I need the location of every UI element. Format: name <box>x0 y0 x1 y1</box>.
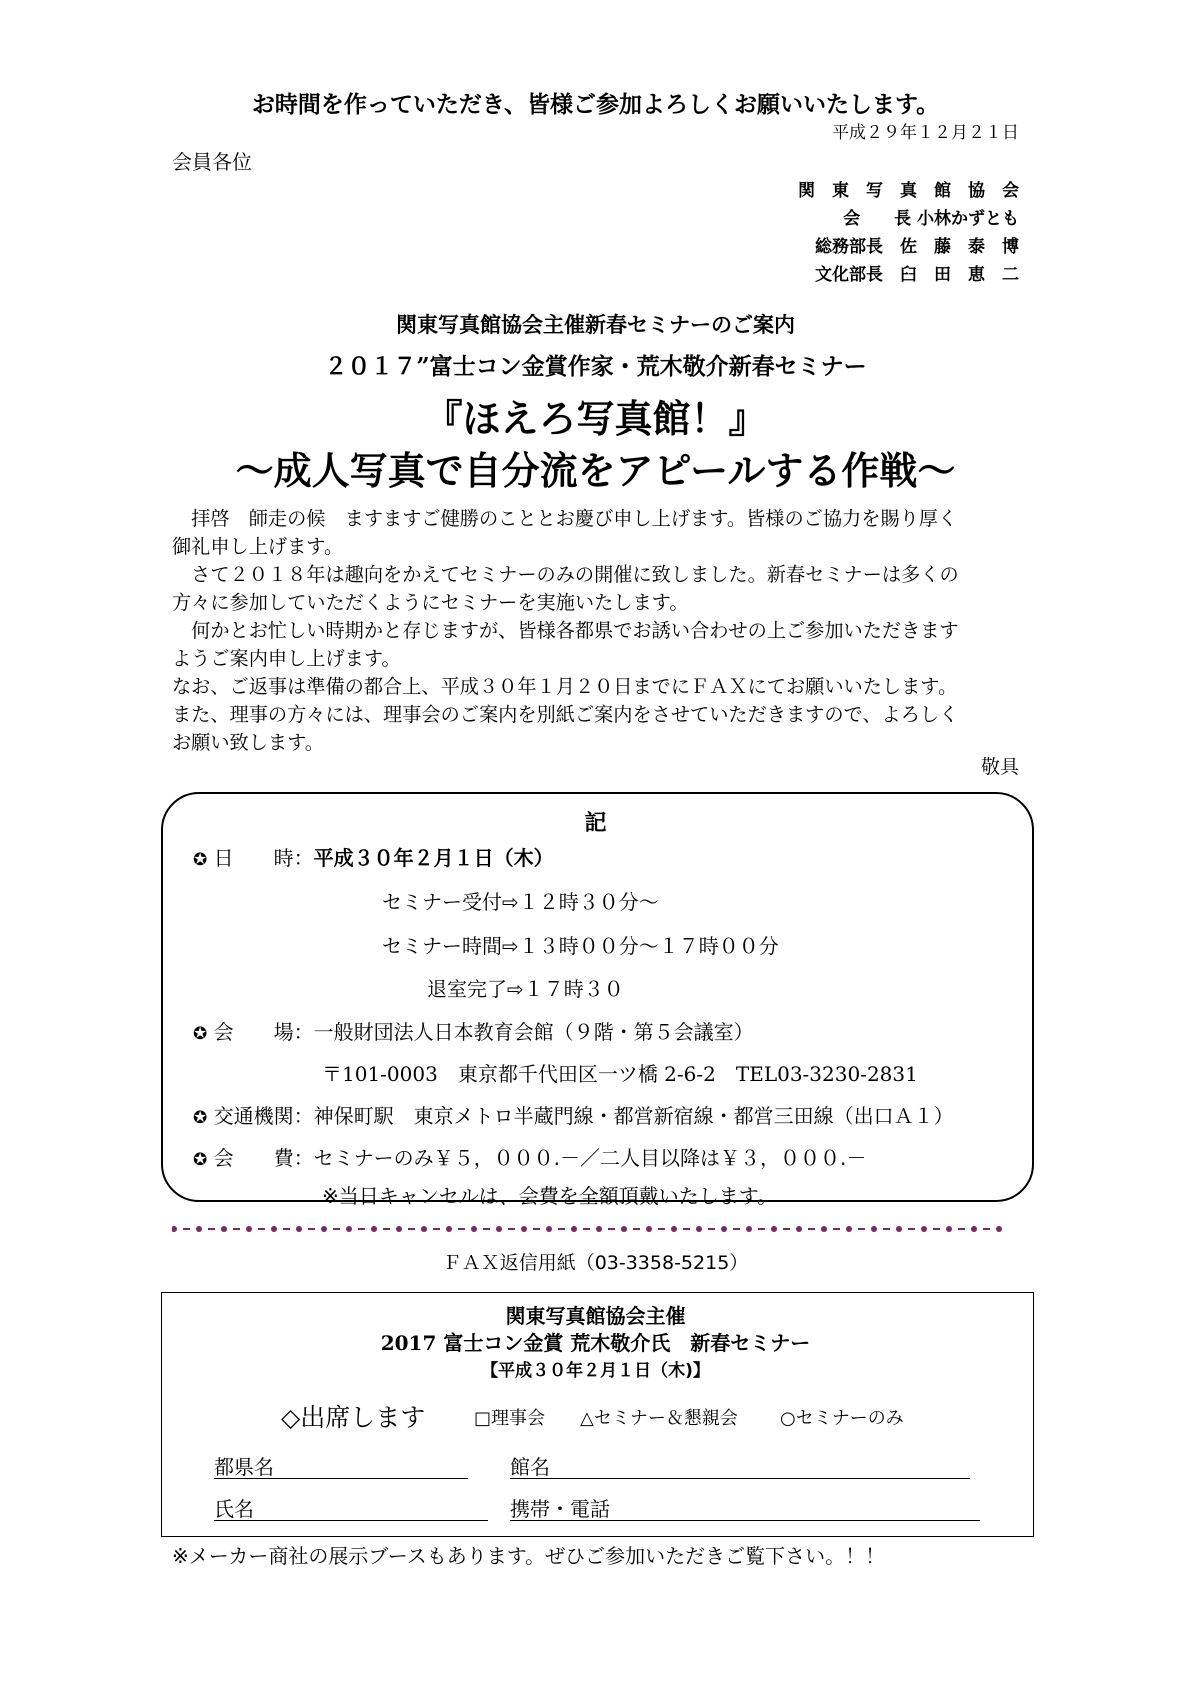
addressee: 会員各位 <box>172 150 252 174</box>
signatory-general-affairs: 総務部長 佐 藤 泰 博 <box>815 237 1019 257</box>
prefecture-label: 都県名 <box>214 1455 274 1479</box>
fee-label: 会 費： <box>213 1146 314 1170</box>
reception-time: セミナー受付⇨１２時３０分～ <box>382 890 659 914</box>
transit-label: 交通機関： <box>213 1104 314 1128</box>
reply-title-1: 関東写真館協会主催 <box>505 1304 686 1328</box>
dotted-divider <box>172 1224 1012 1234</box>
attend-label: ◇出席します <box>281 1403 426 1432</box>
reply-date: 【平成３０年２月１日（木)】 <box>481 1361 710 1381</box>
body-line: また、理事の方々には、理事会のご案内を別紙ご案内をさせていただきますので、よろしく <box>172 703 959 726</box>
body-line: 拝啓 師走の候 ますますご健勝のこととお慶び申し上げます。皆様のご協力を賜り厚く <box>172 507 958 530</box>
option-board-meeting[interactable]: □理事会 <box>474 1408 546 1429</box>
body-line: 何かとお忙しい時期かと存じますが、皆様各都県でお誘い合わせの上ご参加いただきます <box>172 619 959 642</box>
name-field[interactable] <box>214 1520 488 1521</box>
venue-value: 一般財団法人日本教育会館（９階・第５会議室） <box>313 1020 754 1044</box>
option-seminar-only[interactable]: ○セミナーのみ <box>780 1408 904 1429</box>
body-line: ようご案内申し上げます。 <box>172 647 401 670</box>
signatory-president: 会 長 小林かずとも <box>843 209 1019 229</box>
phone-label: 携帯・電話 <box>510 1497 610 1521</box>
studio-label: 館名 <box>510 1455 550 1479</box>
option-seminar-and-party[interactable]: △セミナー＆懇親会 <box>580 1408 738 1429</box>
document-date: 平成２９年１２月２１日 <box>832 123 1019 143</box>
closing-word: 敬具 <box>980 756 1019 778</box>
studio-field[interactable] <box>510 1478 970 1479</box>
fax-header: ＦＡＸ返信用紙（03-3358-5215） <box>442 1252 749 1274</box>
body-line: お願い致します。 <box>172 731 324 754</box>
name-label: 氏名 <box>214 1497 254 1521</box>
footer-note: ※メーカー商社の展示ブースもあります。ぜひご参加いただきご覧下さい。！！ <box>172 1544 886 1568</box>
venue-address: 〒101-0003 東京都千代田区一ツ橋 2-6-2 TEL03-3230-2831 <box>322 1062 918 1086</box>
date-value: 平成３０年２月１日（木） <box>313 846 554 870</box>
reply-title-2: 2017 富士コン金賞 荒木敬介氏 新春セミナー <box>380 1331 811 1355</box>
date-label: 日 時： <box>213 846 314 870</box>
cancel-note: ※当日キャンセルは、会費を全額頂戴いたします。 <box>322 1184 778 1208</box>
star-icon: ✪ <box>193 1150 208 1170</box>
venue-label: 会 場： <box>213 1020 314 1044</box>
exit-time: 退室完了⇨１７時３０ <box>427 977 624 1001</box>
phone-field[interactable] <box>510 1520 980 1521</box>
session-time: セミナー時間⇨１３時００分～１７時００分 <box>382 934 779 958</box>
details-heading: 記 <box>584 811 607 836</box>
title-main: 『ほえろ写真館！』 <box>424 396 767 441</box>
title-subtitle: ～成人写真で自分流をアピールする作戦～ <box>235 448 956 493</box>
star-icon: ✪ <box>193 850 208 870</box>
title-line-2: ２０１７”富士コン金賞作家・荒木敬介新春セミナー <box>324 353 867 380</box>
body-line: 御礼申し上げます。 <box>172 535 344 558</box>
body-line: 方々に参加していただくようにセミナーを実施いたします。 <box>172 591 689 614</box>
top-note: お時間を作っていただき、皆様ご参加よろしくお願いいたします。 <box>251 92 940 118</box>
signatory-org: 関 東 写 真 館 協 会 <box>798 181 1019 201</box>
fee-value: セミナーのみ￥５，０００.－／二人目以降は￥３，０００.－ <box>313 1146 867 1170</box>
prefecture-field[interactable] <box>214 1478 468 1479</box>
body-line: なお、ご返事は準備の都合上、平成３０年１月２０日までにＦＡＸにてお願いいたします。 <box>172 675 958 698</box>
transit-value: 神保町駅 東京メトロ半蔵門線・都営新宿線・都営三田線（出口Ａ１） <box>313 1104 954 1128</box>
fee-row <box>193 1142 866 1171</box>
signatory-culture: 文化部長 臼 田 恵 二 <box>815 265 1019 285</box>
star-icon: ✪ <box>193 1108 208 1128</box>
title-line-1: 関東写真館協会主催新春セミナーのご案内 <box>396 313 795 337</box>
body-line: さて２０１８年は趣向をかえてセミナーのみの開催に致しました。新春セミナーは多くの <box>172 563 959 586</box>
star-icon: ✪ <box>193 1024 208 1044</box>
date-row <box>193 842 554 871</box>
transit-row <box>193 1100 954 1129</box>
venue-row <box>193 1016 754 1045</box>
